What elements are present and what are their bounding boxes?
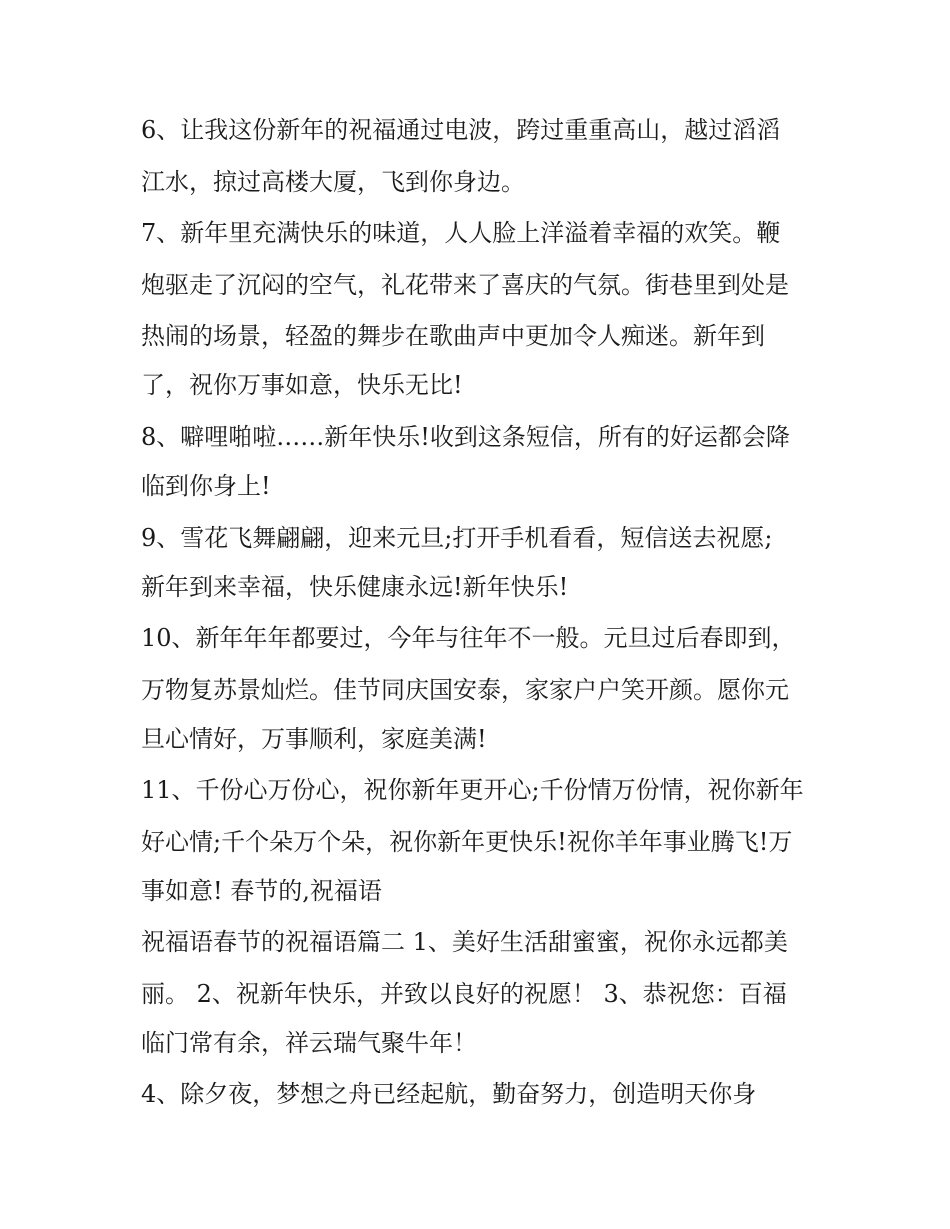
text-line: 10、新年年年都要过，今年与往年不一般。元旦过后春即到，: [141, 624, 796, 652]
text-line: 旦心情好，万事顺利，家庭美满!: [141, 725, 487, 753]
text-line: 祝福语春节的祝福语篇二 1、美好生活甜蜜蜜，祝你永远都美: [141, 928, 788, 956]
text-line: 丽。 2、祝新年快乐，并致以良好的祝愿！ 3、恭祝您：百福: [141, 980, 787, 1008]
text-line: 新年到来幸福，快乐健康永远!新年快乐!: [141, 573, 569, 601]
text-line: 临到你身上!: [141, 472, 271, 500]
text-line: 7、新年里充满快乐的味道，人人脸上洋溢着幸福的欢笑。鞭: [141, 219, 781, 247]
text-line: 临门常有余，祥云瑞气聚牛年！: [141, 1029, 477, 1057]
text-line: 4、除夕夜，梦想之舟已经起航，勤奋努力，创造明天你身: [141, 1080, 757, 1108]
text-line: 8、噼哩啪啦……新年快乐!收到这条短信，所有的好运都会降: [141, 423, 790, 451]
text-line: 万物复苏景灿烂。佳节同庆国安泰，家家户户笑开颜。愿你元: [141, 676, 789, 704]
text-line: 江水，掠过高楼大厦，飞到你身边。: [141, 168, 525, 196]
text-line: 6、让我这份新年的祝福通过电波，跨过重重高山，越过滔滔: [141, 116, 781, 144]
text-line: 9、雪花飞舞翩翩，迎来元旦;打开手机看看，短信送去祝愿;: [141, 524, 773, 552]
text-line: 炮驱走了沉闷的空气，礼花带来了喜庆的气氛。街巷里到处是: [141, 271, 789, 299]
text-line: 11、千份心万份心，祝你新年更开心;千份情万份情，祝你新年: [141, 776, 804, 804]
text-line: 了，祝你万事如意，快乐无比!: [141, 371, 463, 399]
text-line: 好心情;千个朵万个朵，祝你新年更快乐!祝你羊年事业腾飞!万: [141, 828, 793, 856]
text-line: 热闹的场景，轻盈的舞步在歌曲声中更加令人痴迷。新年到: [141, 322, 765, 350]
text-line: 事如意! 春节的,祝福语: [141, 877, 382, 905]
